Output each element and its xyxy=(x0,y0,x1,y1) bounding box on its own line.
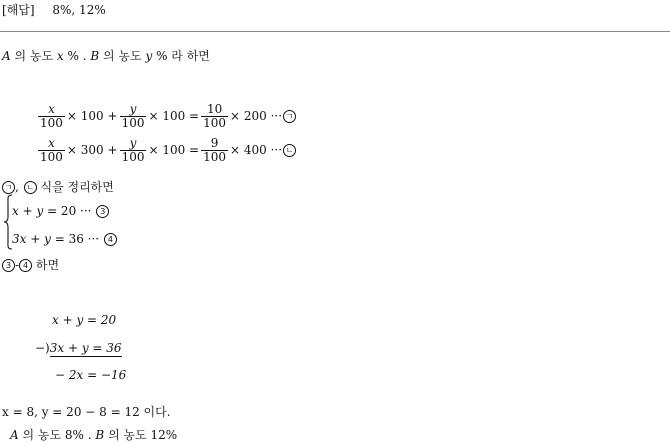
final-answer-line xyxy=(10,426,177,443)
organize-line xyxy=(2,178,114,195)
system-line1-marker: 3 xyxy=(96,205,109,218)
system-line-1 xyxy=(12,204,109,218)
work-row2-prefix: −) xyxy=(35,341,50,355)
subtract-marker-2: 4 xyxy=(19,259,32,272)
organize-marker-2: ㄴ xyxy=(24,181,37,194)
eq1-op3: × 200 ··· xyxy=(230,109,283,123)
organize-text: 식을 정리하면 xyxy=(40,180,114,194)
organize-sep: , xyxy=(15,180,19,194)
setup-tail: % 라 하면 xyxy=(156,49,210,63)
eq1-fraction-y: $\frac{y}{100}$ xyxy=(121,101,145,130)
var-y: y xyxy=(145,49,153,63)
divider xyxy=(0,31,670,32)
final-b-text: 의 농도 12% xyxy=(108,428,178,442)
setup-percent-dot: % . xyxy=(67,49,87,63)
var-b: B xyxy=(90,49,100,63)
subtract-marker-1: 3 xyxy=(2,259,15,272)
eq1-fraction-x: $\frac{x}{100}$ xyxy=(40,101,63,130)
result-line: x = 8, y = 20 − 8 = 12 이다. xyxy=(2,405,171,419)
subtract-text: 하면 xyxy=(35,258,60,272)
eq2-op3: × 400 ··· xyxy=(230,143,283,157)
setup-a-text: 의 농도 xyxy=(14,49,54,63)
var-a: A xyxy=(2,49,11,63)
eq2-marker-circle: ㄴ xyxy=(283,144,296,157)
system-line2-lhs: 3x + y xyxy=(12,232,51,246)
equation-2 xyxy=(36,133,296,167)
answer-values: 8%, 12% xyxy=(52,3,106,17)
var-x: x xyxy=(56,49,64,63)
setup-sentence xyxy=(2,47,210,64)
eq1-op1: × 100 + xyxy=(66,109,118,123)
eq2-op2: × 100 = xyxy=(148,143,200,157)
equation-1 xyxy=(36,99,296,133)
work-row-1: x + y = 20 xyxy=(52,313,117,327)
eq1-op2: × 100 = xyxy=(148,109,200,123)
final-a-text: 의 농도 8% . xyxy=(22,428,92,442)
final-var-a: A xyxy=(10,428,19,442)
answer-line xyxy=(2,1,106,18)
final-var-b: B xyxy=(95,428,105,442)
eq1-fraction-rhs: $\frac{10}{100}$ xyxy=(203,101,227,130)
answer-bracket-label: [해답] xyxy=(2,3,35,17)
setup-b-text: 의 농도 xyxy=(103,49,142,63)
system-line2-marker: 4 xyxy=(104,233,117,246)
organize-marker-1: ㄱ xyxy=(2,181,15,194)
eq2-op1: × 300 + xyxy=(66,143,118,157)
system-line1-lhs: x + y xyxy=(12,204,44,218)
system-line1-rhs: = 20 ··· xyxy=(47,204,92,218)
work-row-3: − 2x = −16 xyxy=(55,368,127,382)
eq1-marker-circle: ㄱ xyxy=(283,110,296,123)
subtract-line xyxy=(2,256,59,273)
work-row2-expr: 3x + y = 36 xyxy=(49,341,122,355)
eq2-fraction-rhs: $\frac{9}{100}$ xyxy=(203,135,227,164)
system-line2-rhs: = 36 ··· xyxy=(54,232,100,246)
work-row-2 xyxy=(35,341,122,355)
eq2-fraction-y: $\frac{y}{100}$ xyxy=(121,135,145,164)
subtract-dash: - xyxy=(15,258,20,272)
eq2-fraction-x: $\frac{x}{100}$ xyxy=(40,135,63,164)
system-line-2 xyxy=(12,232,117,246)
